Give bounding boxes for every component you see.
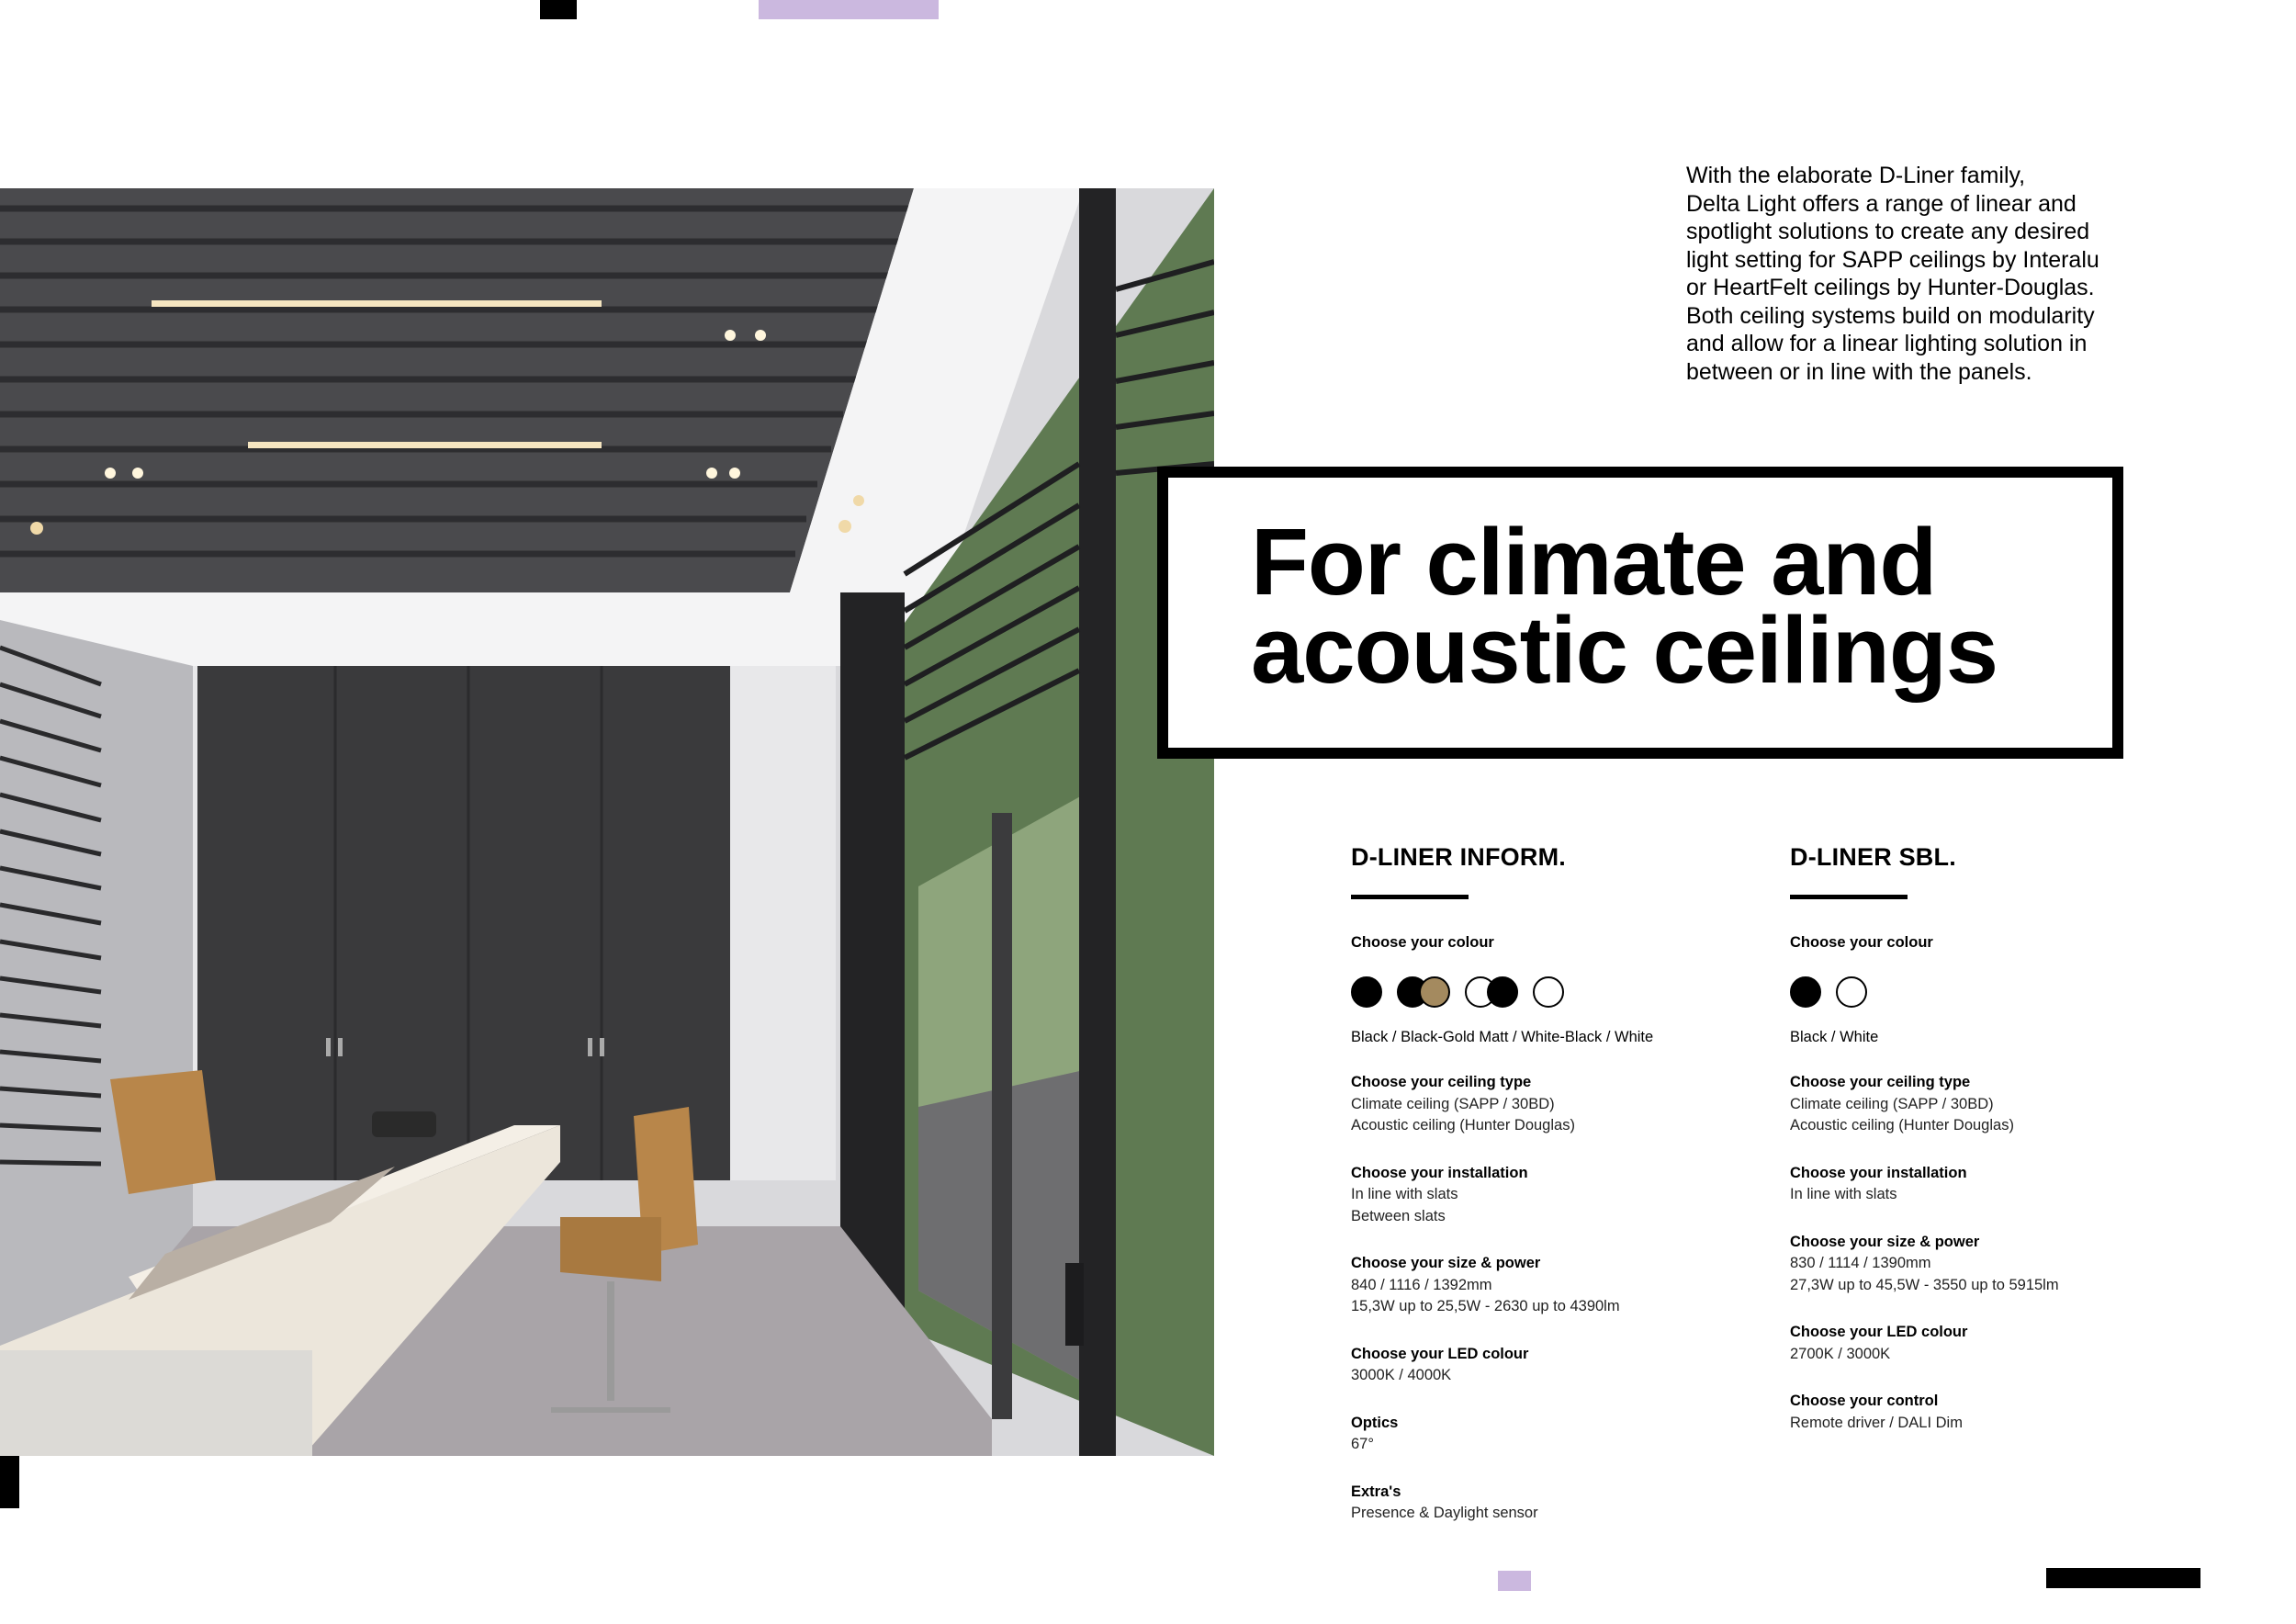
- spec-value: In line with slats: [1790, 1186, 1897, 1202]
- colour-swatches: [1351, 976, 1737, 1009]
- spec-label: Choose your size & power: [1790, 1233, 1980, 1250]
- title-underline: [1790, 895, 1908, 899]
- spec-value: 3000K / 4000K: [1351, 1367, 1452, 1383]
- product-title: D-LINER SBL.: [1790, 843, 1956, 871]
- spec-label: Choose your LED colour: [1790, 1324, 1968, 1340]
- spec-extras: [1351, 1482, 1737, 1525]
- decorative-mark-bottom-black: [2046, 1568, 2200, 1588]
- spec-installation: [1790, 1163, 2194, 1206]
- spec-value: 840 / 1116 / 1392mm: [1351, 1276, 1492, 1293]
- spec-size-power: [1790, 1232, 2194, 1297]
- spec-led-colour: [1351, 1344, 1737, 1387]
- decorative-mark-top-lilac: [759, 0, 939, 19]
- spec-value: Between slats: [1351, 1207, 1446, 1224]
- spec-value: Climate ceiling (SAPP / 30BD): [1351, 1095, 1555, 1112]
- swatch-white[interactable]: [1836, 976, 1867, 1008]
- spec-label: Extra's: [1351, 1483, 1401, 1500]
- spec-label: Choose your installation: [1351, 1164, 1528, 1181]
- spec-installation: [1351, 1163, 1737, 1228]
- colour-label: Choose your colour: [1351, 934, 1494, 951]
- product-title: D-LINER INFORM.: [1351, 843, 1566, 871]
- office-photo: [0, 188, 1214, 1456]
- spec-value: Climate ceiling (SAPP / 30BD): [1790, 1095, 1994, 1112]
- spec-value: 67°: [1351, 1436, 1374, 1452]
- swatch-gold-half: [1419, 976, 1450, 1008]
- spec-size-power: [1351, 1253, 1737, 1318]
- spec-label: Choose your installation: [1790, 1164, 1967, 1181]
- spec-value: In line with slats: [1351, 1186, 1458, 1202]
- spec-led-colour: [1790, 1322, 2194, 1365]
- spec-label: Choose your size & power: [1351, 1255, 1541, 1271]
- spec-value: 2700K / 3000K: [1790, 1345, 1891, 1362]
- swatch-black-half: [1487, 976, 1518, 1008]
- swatch-black[interactable]: [1790, 976, 1821, 1008]
- title-underline: [1351, 895, 1469, 899]
- product-column-inform: [1351, 843, 1737, 1525]
- spec-label: Choose your ceiling type: [1351, 1074, 1532, 1090]
- decorative-mark-top-black: [540, 0, 577, 19]
- spec-value: Remote driver / DALI Dim: [1790, 1414, 1963, 1431]
- intro-paragraph: With the elaborate D-Liner family, Delta Light offers a range of linear and spotlight solutions to create any desired light setting for SAPP ceilings by Interalu or HeartFelt ceilings by Hunter-Douglas. Both ceiling systems build on modularity and allow for a linear lighting solution in between or in line with the panels.: [1686, 163, 2099, 385]
- colour-swatches: [1790, 976, 2194, 1009]
- spec-value: 27,3W up to 45,5W - 3550 up to 5915lm: [1790, 1276, 2059, 1293]
- spec-optics: [1351, 1413, 1737, 1456]
- product-column-sbl: [1790, 843, 2194, 1434]
- spec-value: Presence & Daylight sensor: [1351, 1505, 1538, 1521]
- spec-label: Choose your ceiling type: [1790, 1074, 1971, 1090]
- spec-label: Optics: [1351, 1414, 1399, 1431]
- colour-names: Black / White: [1790, 1029, 1879, 1045]
- swatch-white-black[interactable]: [1465, 976, 1518, 1008]
- spec-label: Choose your LED colour: [1351, 1345, 1529, 1362]
- spec-ceiling-type: [1790, 1072, 2194, 1137]
- spec-label: Choose your control: [1790, 1393, 1939, 1409]
- swatch-black[interactable]: [1351, 976, 1382, 1008]
- swatch-black-gold[interactable]: [1397, 976, 1450, 1008]
- headline-box: [1157, 467, 2123, 759]
- spec-control: [1790, 1391, 2194, 1434]
- colour-names: Black / Black-Gold Matt / White-Black / White: [1351, 1029, 1654, 1045]
- decorative-mark-bottom-lilac: [1498, 1571, 1531, 1591]
- spec-value: 830 / 1114 / 1390mm: [1790, 1255, 1931, 1271]
- spec-ceiling-type: [1351, 1072, 1737, 1137]
- spec-value: 15,3W up to 25,5W - 2630 up to 4390lm: [1351, 1298, 1620, 1314]
- spec-value: Acoustic ceiling (Hunter Douglas): [1790, 1117, 2014, 1133]
- colour-label: Choose your colour: [1790, 934, 1933, 951]
- headline: For climate and acoustic ceilings: [1251, 509, 1998, 703]
- swatch-white[interactable]: [1533, 976, 1564, 1008]
- spec-value: Acoustic ceiling (Hunter Douglas): [1351, 1117, 1575, 1133]
